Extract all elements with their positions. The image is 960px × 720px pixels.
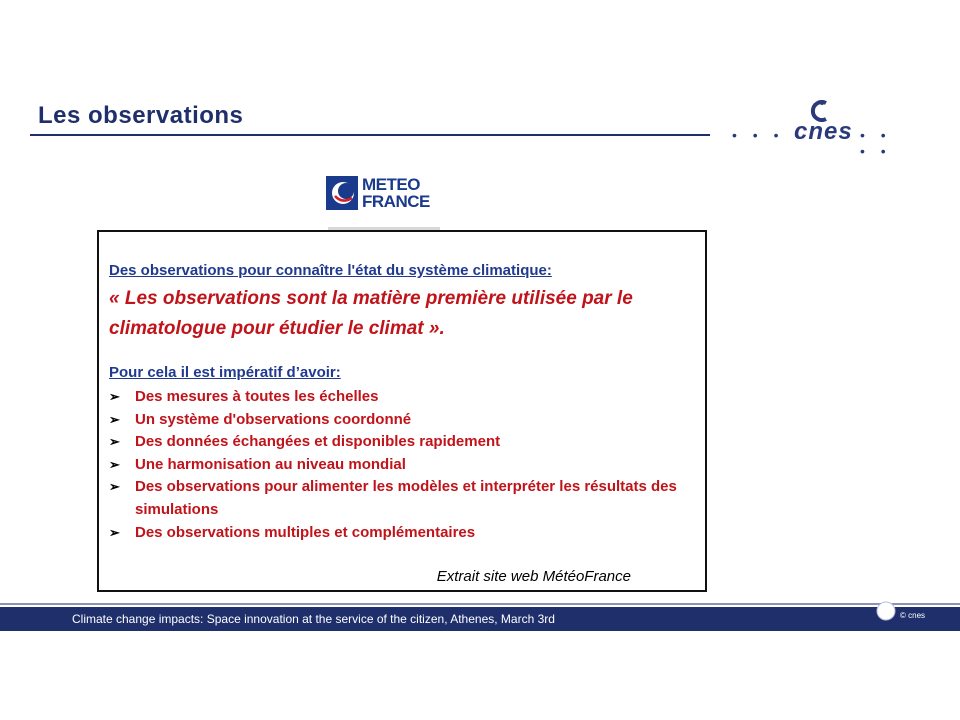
source-credit: Extrait site web MétéoFrance bbox=[436, 568, 631, 585]
title-rule bbox=[30, 134, 710, 136]
requirements-list bbox=[107, 386, 702, 544]
meteo-france-line1: METEO bbox=[362, 175, 420, 194]
list-item: ➢ Des données échangées et disponibles rapidement bbox=[107, 431, 702, 454]
list-item: ➢ Des observations pour alimenter les modèles et interpréter les résultats des simulations bbox=[109, 478, 677, 518]
cnes-wordmark: cnes bbox=[794, 118, 853, 145]
meteo-france-globe-icon bbox=[326, 176, 358, 210]
cnes-logo-dots-left: • • • • bbox=[732, 127, 806, 143]
heading-requirements: Pour cela il est impératif d’avoir: bbox=[109, 364, 341, 381]
meteo-france-logo bbox=[326, 176, 442, 212]
cnes-logo-dots-right: • • • • bbox=[860, 127, 892, 159]
arrow-bullet-icon: ➢ bbox=[109, 411, 120, 427]
list-item: ➢ Des observations multiples et complémentaires bbox=[107, 522, 702, 545]
arrow-bullet-icon: ➢ bbox=[109, 389, 120, 404]
climatologue-quote: « Les observations sont la matière première utilisée par le climatologue pour étudier le climat ». bbox=[109, 288, 633, 339]
list-item: ➢ Des mesures à toutes les échelles bbox=[107, 386, 702, 409]
footer-copyright: © cnes bbox=[900, 611, 926, 620]
list-item: ➢ Un système d'observations coordonné bbox=[107, 409, 702, 432]
cnes-logo bbox=[732, 100, 912, 159]
footer-bar bbox=[0, 607, 960, 631]
slide-title: Les observations bbox=[38, 102, 244, 129]
list-item: ➢ Une harmonisation au niveau mondial bbox=[107, 454, 702, 477]
arrow-bullet-icon: ➢ bbox=[109, 456, 120, 472]
arrow-bullet-icon: ➢ bbox=[109, 479, 120, 495]
arrow-bullet-icon: ➢ bbox=[109, 434, 120, 450]
meteo-france-line2: FRANCE bbox=[362, 192, 430, 211]
footer-line bbox=[0, 603, 960, 605]
heading-observations: Des observations pour connaître l'état du système climatique: bbox=[109, 262, 552, 279]
footer-text: Climate change impacts: Space innovation at the service of the citizen, Athenes, March 3rd bbox=[72, 612, 555, 626]
content-box bbox=[97, 230, 707, 592]
footer-orb-icon bbox=[876, 601, 896, 621]
footer-cnes-logo bbox=[876, 601, 956, 623]
arrow-bullet-icon: ➢ bbox=[109, 524, 120, 540]
